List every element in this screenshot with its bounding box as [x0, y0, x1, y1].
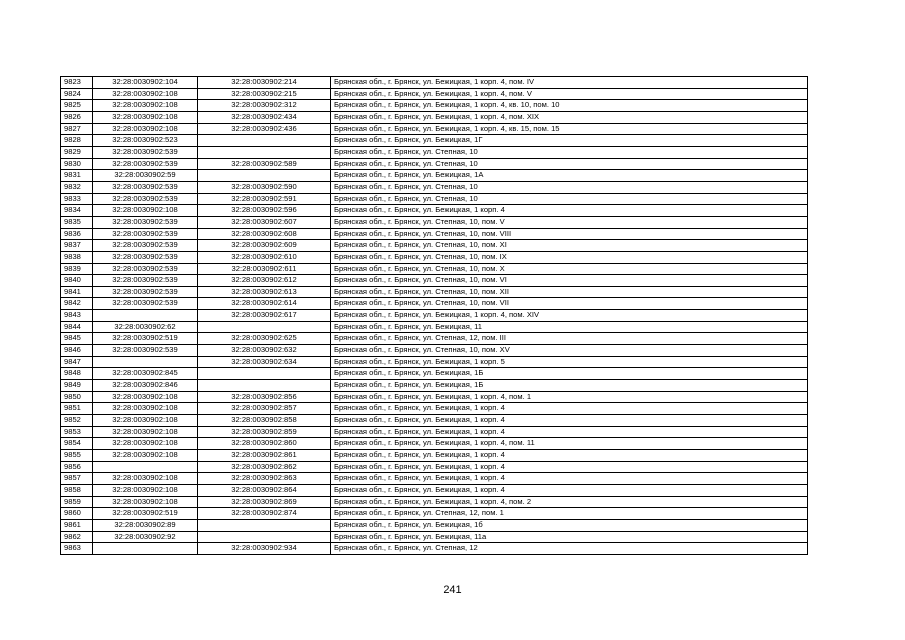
address-cell: Брянская обл., г. Брянск, ул. Бежицкая, 1 корп. 4: [331, 415, 808, 427]
row-number-cell: 9856: [61, 461, 93, 473]
parent-cadastral-number-cell: 32:28:0030902:89: [93, 519, 198, 531]
parent-cadastral-number-cell: 32:28:0030902:539: [93, 263, 198, 275]
parent-cadastral-number-cell: 32:28:0030902:108: [93, 123, 198, 135]
cadastral-number-cell: 32:28:0030902:434: [198, 111, 331, 123]
row-number-cell: 9833: [61, 193, 93, 205]
parent-cadastral-number-cell: 32:28:0030902:539: [93, 298, 198, 310]
cadastral-number-cell: [198, 170, 331, 182]
table-row: [61, 426, 808, 438]
cadastral-number-cell: [198, 135, 331, 147]
address-cell: Брянская обл., г. Брянск, ул. Бежицкая, 1 корп. 4, пом. V: [331, 88, 808, 100]
address-cell: Брянская обл., г. Брянск, ул. Степная, 10, пом. V: [331, 216, 808, 228]
parent-cadastral-number-cell: 32:28:0030902:59: [93, 170, 198, 182]
row-number-cell: 9846: [61, 345, 93, 357]
table-row: [61, 286, 808, 298]
parent-cadastral-number-cell: 32:28:0030902:539: [93, 240, 198, 252]
table-row: [61, 403, 808, 415]
address-cell: Брянская обл., г. Брянск, ул. Степная, 10, пом. VII: [331, 298, 808, 310]
parent-cadastral-number-cell: 32:28:0030902:108: [93, 88, 198, 100]
address-cell: Брянская обл., г. Брянск, ул. Бежицкая, 1 корп. 4: [331, 426, 808, 438]
parent-cadastral-number-cell: [93, 543, 198, 555]
table-row: [61, 391, 808, 403]
row-number-cell: 9837: [61, 240, 93, 252]
parent-cadastral-number-cell: 32:28:0030902:108: [93, 450, 198, 462]
row-number-cell: 9860: [61, 508, 93, 520]
parent-cadastral-number-cell: 32:28:0030902:539: [93, 146, 198, 158]
parent-cadastral-number-cell: 32:28:0030902:845: [93, 368, 198, 380]
cadastral-number-cell: [198, 368, 331, 380]
address-cell: Брянская обл., г. Брянск, ул. Бежицкая, 1 корп. 4, пом. 2: [331, 496, 808, 508]
address-cell: Брянская обл., г. Брянск, ул. Бежицкая, 1 корп. 4: [331, 473, 808, 485]
parent-cadastral-number-cell: 32:28:0030902:108: [93, 496, 198, 508]
table-row: [61, 461, 808, 473]
table-row: [61, 181, 808, 193]
address-cell: Брянская обл., г. Брянск, ул. Бежицкая, 1 корп. 4, пом. XIX: [331, 111, 808, 123]
parent-cadastral-number-cell: 32:28:0030902:108: [93, 484, 198, 496]
address-cell: Брянская обл., г. Брянск, ул. Степная, 10, пом. XV: [331, 345, 808, 357]
cadastral-number-cell: 32:28:0030902:590: [198, 181, 331, 193]
row-number-cell: 9851: [61, 403, 93, 415]
cadastral-number-cell: 32:28:0030902:613: [198, 286, 331, 298]
cadastral-number-cell: 32:28:0030902:617: [198, 310, 331, 322]
cadastral-number-cell: 32:28:0030902:611: [198, 263, 331, 275]
cadastral-number-cell: 32:28:0030902:634: [198, 356, 331, 368]
table-row: [61, 135, 808, 147]
parent-cadastral-number-cell: 32:28:0030902:539: [93, 251, 198, 263]
parent-cadastral-number-cell: 32:28:0030902:539: [93, 228, 198, 240]
parent-cadastral-number-cell: 32:28:0030902:108: [93, 473, 198, 485]
parent-cadastral-number-cell: 32:28:0030902:108: [93, 403, 198, 415]
address-cell: Брянская обл., г. Брянск, ул. Бежицкая, 1б: [331, 519, 808, 531]
cadastral-number-cell: 32:28:0030902:609: [198, 240, 331, 252]
cadastral-number-cell: 32:28:0030902:862: [198, 461, 331, 473]
row-number-cell: 9853: [61, 426, 93, 438]
cadastral-number-cell: [198, 321, 331, 333]
cadastral-number-cell: [198, 519, 331, 531]
row-number-cell: 9859: [61, 496, 93, 508]
table-row: [61, 415, 808, 427]
address-cell: Брянская обл., г. Брянск, ул. Бежицкая, 1Г: [331, 135, 808, 147]
cadastral-number-cell: 32:28:0030902:591: [198, 193, 331, 205]
parent-cadastral-number-cell: 32:28:0030902:523: [93, 135, 198, 147]
parent-cadastral-number-cell: 32:28:0030902:62: [93, 321, 198, 333]
table-row: [61, 543, 808, 555]
address-cell: Брянская обл., г. Брянск, ул. Бежицкая, 1 корп. 4, пом. XIV: [331, 310, 808, 322]
cadastral-number-cell: 32:28:0030902:869: [198, 496, 331, 508]
row-number-cell: 9843: [61, 310, 93, 322]
table-row: [61, 356, 808, 368]
table-row: [61, 100, 808, 112]
parent-cadastral-number-cell: 32:28:0030902:104: [93, 77, 198, 89]
table-row: [61, 438, 808, 450]
address-cell: Брянская обл., г. Брянск, ул. Бежицкая, 1 корп. 4, пом. 11: [331, 438, 808, 450]
parent-cadastral-number-cell: 32:28:0030902:108: [93, 205, 198, 217]
address-cell: Брянская обл., г. Брянск, ул. Степная, 10: [331, 158, 808, 170]
table-row: [61, 263, 808, 275]
address-cell: Брянская обл., г. Брянск, ул. Бежицкая, 1 корп. 4, кв. 10, пом. 10: [331, 100, 808, 112]
cadastral-number-cell: 32:28:0030902:864: [198, 484, 331, 496]
address-cell: Брянская обл., г. Брянск, ул. Бежицкая, 1Б: [331, 380, 808, 392]
address-cell: Брянская обл., г. Брянск, ул. Бежицкая, 1Б: [331, 368, 808, 380]
row-number-cell: 9849: [61, 380, 93, 392]
table-row: [61, 508, 808, 520]
cadastral-number-cell: 32:28:0030902:589: [198, 158, 331, 170]
table-row: [61, 496, 808, 508]
row-number-cell: 9839: [61, 263, 93, 275]
parent-cadastral-number-cell: [93, 310, 198, 322]
row-number-cell: 9831: [61, 170, 93, 182]
address-cell: Брянская обл., г. Брянск, ул. Степная, 12, пом. 1: [331, 508, 808, 520]
row-number-cell: 9829: [61, 146, 93, 158]
cadastral-number-cell: 32:28:0030902:859: [198, 426, 331, 438]
cadastral-number-cell: 32:28:0030902:214: [198, 77, 331, 89]
table-row: [61, 484, 808, 496]
table-row: [61, 111, 808, 123]
row-number-cell: 9825: [61, 100, 93, 112]
table-row: [61, 123, 808, 135]
cadastral-number-cell: 32:28:0030902:607: [198, 216, 331, 228]
parent-cadastral-number-cell: 32:28:0030902:539: [93, 345, 198, 357]
row-number-cell: 9828: [61, 135, 93, 147]
address-cell: Брянская обл., г. Брянск, ул. Бежицкая, 1 корп. 4, пом. 1: [331, 391, 808, 403]
row-number-cell: 9862: [61, 531, 93, 543]
row-number-cell: 9838: [61, 251, 93, 263]
row-number-cell: 9848: [61, 368, 93, 380]
row-number-cell: 9858: [61, 484, 93, 496]
cadastral-number-cell: [198, 380, 331, 392]
row-number-cell: 9824: [61, 88, 93, 100]
parent-cadastral-number-cell: 32:28:0030902:108: [93, 426, 198, 438]
table-row: [61, 368, 808, 380]
row-number-cell: 9841: [61, 286, 93, 298]
table-row: [61, 158, 808, 170]
row-number-cell: 9854: [61, 438, 93, 450]
address-cell: Брянская обл., г. Брянск, ул. Бежицкая, 11: [331, 321, 808, 333]
address-cell: Брянская обл., г. Брянск, ул. Степная, 10, пом. XI: [331, 240, 808, 252]
cadastral-number-cell: 32:28:0030902:861: [198, 450, 331, 462]
cadastral-number-cell: 32:28:0030902:863: [198, 473, 331, 485]
address-cell: Брянская обл., г. Брянск, ул. Степная, 10, пом. X: [331, 263, 808, 275]
cadastral-number-cell: 32:28:0030902:857: [198, 403, 331, 415]
table-row: [61, 251, 808, 263]
address-cell: Брянская обл., г. Брянск, ул. Бежицкая, 1 корп. 4: [331, 450, 808, 462]
cadastral-number-cell: 32:28:0030902:608: [198, 228, 331, 240]
table-row: [61, 333, 808, 345]
parent-cadastral-number-cell: 32:28:0030902:108: [93, 438, 198, 450]
parent-cadastral-number-cell: 32:28:0030902:92: [93, 531, 198, 543]
parent-cadastral-number-cell: 32:28:0030902:519: [93, 333, 198, 345]
row-number-cell: 9834: [61, 205, 93, 217]
table-row: [61, 146, 808, 158]
row-number-cell: 9835: [61, 216, 93, 228]
row-number-cell: 9852: [61, 415, 93, 427]
cadastral-number-cell: 32:28:0030902:874: [198, 508, 331, 520]
table-row: [61, 228, 808, 240]
address-cell: Брянская обл., г. Брянск, ул. Степная, 12, пом. III: [331, 333, 808, 345]
address-cell: Брянская обл., г. Брянск, ул. Бежицкая, 1 корп. 4: [331, 205, 808, 217]
parent-cadastral-number-cell: 32:28:0030902:108: [93, 100, 198, 112]
row-number-cell: 9845: [61, 333, 93, 345]
row-number-cell: 9850: [61, 391, 93, 403]
parent-cadastral-number-cell: 32:28:0030902:108: [93, 415, 198, 427]
parent-cadastral-number-cell: 32:28:0030902:846: [93, 380, 198, 392]
parent-cadastral-number-cell: [93, 356, 198, 368]
table-row: [61, 193, 808, 205]
address-cell: Брянская обл., г. Брянск, ул. Степная, 10: [331, 181, 808, 193]
cadastral-number-cell: 32:28:0030902:610: [198, 251, 331, 263]
parent-cadastral-number-cell: 32:28:0030902:539: [93, 181, 198, 193]
address-cell: Брянская обл., г. Брянск, ул. Бежицкая, 1 корп. 4, пом. IV: [331, 77, 808, 89]
parent-cadastral-number-cell: 32:28:0030902:108: [93, 111, 198, 123]
row-number-cell: 9844: [61, 321, 93, 333]
row-number-cell: 9861: [61, 519, 93, 531]
cadastral-number-cell: 32:28:0030902:612: [198, 275, 331, 287]
cadastral-number-cell: 32:28:0030902:860: [198, 438, 331, 450]
registry-table-body: [61, 77, 808, 555]
row-number-cell: 9847: [61, 356, 93, 368]
cadastral-number-cell: 32:28:0030902:856: [198, 391, 331, 403]
row-number-cell: 9840: [61, 275, 93, 287]
cadastral-number-cell: [198, 146, 331, 158]
table-row: [61, 345, 808, 357]
registry-table: [60, 76, 808, 555]
table-row: [61, 380, 808, 392]
address-cell: Брянская обл., г. Брянск, ул. Бежицкая, 1 корп. 4: [331, 484, 808, 496]
cadastral-number-cell: 32:28:0030902:632: [198, 345, 331, 357]
parent-cadastral-number-cell: 32:28:0030902:539: [93, 158, 198, 170]
page-number: 241: [443, 584, 462, 596]
address-cell: Брянская обл., г. Брянск, ул. Бежицкая, 1 корп. 5: [331, 356, 808, 368]
row-number-cell: 9823: [61, 77, 93, 89]
address-cell: Брянская обл., г. Брянск, ул. Степная, 10, пом. XII: [331, 286, 808, 298]
table-row: [61, 321, 808, 333]
cadastral-number-cell: 32:28:0030902:614: [198, 298, 331, 310]
parent-cadastral-number-cell: 32:28:0030902:539: [93, 275, 198, 287]
address-cell: Брянская обл., г. Брянск, ул. Степная, 10, пом. IX: [331, 251, 808, 263]
table-row: [61, 216, 808, 228]
table-row: [61, 88, 808, 100]
table-row: [61, 275, 808, 287]
row-number-cell: 9836: [61, 228, 93, 240]
parent-cadastral-number-cell: 32:28:0030902:539: [93, 286, 198, 298]
cadastral-number-cell: [198, 531, 331, 543]
table-row: [61, 473, 808, 485]
cadastral-number-cell: 32:28:0030902:215: [198, 88, 331, 100]
address-cell: Брянская обл., г. Брянск, ул. Степная, 10, пом. VI: [331, 275, 808, 287]
parent-cadastral-number-cell: 32:28:0030902:539: [93, 216, 198, 228]
cadastral-number-cell: 32:28:0030902:312: [198, 100, 331, 112]
parent-cadastral-number-cell: 32:28:0030902:108: [93, 391, 198, 403]
table-row: [61, 450, 808, 462]
row-number-cell: 9832: [61, 181, 93, 193]
table-row: [61, 531, 808, 543]
row-number-cell: 9855: [61, 450, 93, 462]
table-row: [61, 310, 808, 322]
cadastral-number-cell: 32:28:0030902:596: [198, 205, 331, 217]
table-row: [61, 170, 808, 182]
address-cell: Брянская обл., г. Брянск, ул. Бежицкая, 1А: [331, 170, 808, 182]
table-row: [61, 77, 808, 89]
row-number-cell: 9863: [61, 543, 93, 555]
table-row: [61, 205, 808, 217]
cadastral-number-cell: 32:28:0030902:934: [198, 543, 331, 555]
row-number-cell: 9826: [61, 111, 93, 123]
cadastral-number-cell: 32:28:0030902:436: [198, 123, 331, 135]
parent-cadastral-number-cell: 32:28:0030902:539: [93, 193, 198, 205]
address-cell: Брянская обл., г. Брянск, ул. Степная, 12: [331, 543, 808, 555]
address-cell: Брянская обл., г. Брянск, ул. Бежицкая, 1 корп. 4, кв. 15, пом. 15: [331, 123, 808, 135]
row-number-cell: 9842: [61, 298, 93, 310]
table-row: [61, 519, 808, 531]
row-number-cell: 9827: [61, 123, 93, 135]
table-row: [61, 240, 808, 252]
row-number-cell: 9830: [61, 158, 93, 170]
cadastral-number-cell: 32:28:0030902:625: [198, 333, 331, 345]
address-cell: Брянская обл., г. Брянск, ул. Степная, 10: [331, 146, 808, 158]
parent-cadastral-number-cell: [93, 461, 198, 473]
row-number-cell: 9857: [61, 473, 93, 485]
cadastral-number-cell: 32:28:0030902:858: [198, 415, 331, 427]
address-cell: Брянская обл., г. Брянск, ул. Бежицкая, 1 корп. 4: [331, 461, 808, 473]
parent-cadastral-number-cell: 32:28:0030902:519: [93, 508, 198, 520]
address-cell: Брянская обл., г. Брянск, ул. Бежицкая, 11а: [331, 531, 808, 543]
table-row: [61, 298, 808, 310]
address-cell: Брянская обл., г. Брянск, ул. Степная, 10: [331, 193, 808, 205]
address-cell: Брянская обл., г. Брянск, ул. Бежицкая, 1 корп. 4: [331, 403, 808, 415]
address-cell: Брянская обл., г. Брянск, ул. Степная, 10, пом. VIII: [331, 228, 808, 240]
